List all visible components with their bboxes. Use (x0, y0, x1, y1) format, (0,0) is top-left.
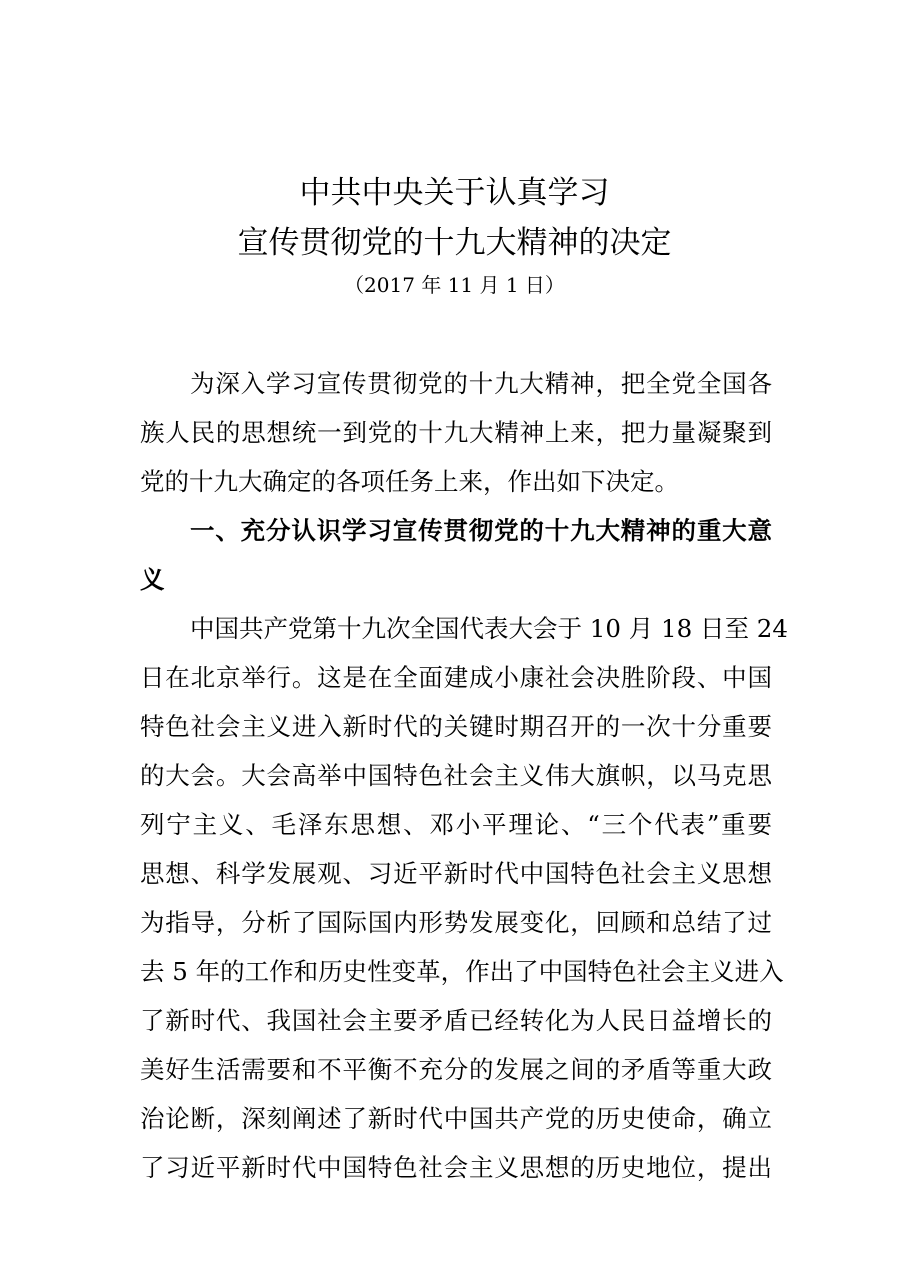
paragraph-2-line-4: 的大会。大会高举中国特色社会主义伟大旗帜，以马克思 (140, 761, 772, 790)
paragraph-1-line-2: 族人民的思想统一到党的十九大精神上来，把力量凝聚到 (140, 418, 772, 447)
paragraph-1-line-1: 为深入学习宣传贯彻党的十九大精神，把全党全国各 (190, 369, 772, 398)
paragraph-2-line-9: 了新时代、我国社会主要矛盾已经转化为人民日益增长的 (140, 1006, 772, 1035)
paragraph-2-line-12: 了习近平新时代中国特色社会主义思想的历史地位，提出 (140, 1153, 772, 1182)
paragraph-2-line-2: 日在北京举行。这是在全面建成小康社会决胜阶段、中国 (140, 663, 772, 692)
paragraph-2-line-8: 去 5 年的工作和历史性变革，作出了中国特色社会主义进入 (140, 957, 784, 986)
document-title-line-1: 中共中央关于认真学习 (299, 175, 610, 211)
paragraph-2-line-7: 为指导，分析了国际国内形势发展变化，回顾和总结了过 (140, 908, 772, 937)
paragraph-2-line-5: 列宁主义、毛泽东思想、邓小平理论、“三个代表”重要 (140, 810, 772, 839)
paragraph-2-line-3: 特色社会主义进入新时代的关键时期召开的一次十分重要 (140, 712, 772, 741)
document-title-line-2: 宣传贯彻党的十九大精神的决定 (237, 225, 672, 261)
paragraph-1-line-3: 党的十九大确定的各项任务上来，作出如下决定。 (140, 467, 679, 496)
section-heading-1-line-2: 义 (140, 565, 165, 594)
section-heading-1-line-1: 一、充分认识学习宣传贯彻党的十九大精神的重大意 (190, 516, 772, 545)
paragraph-2-line-6: 思想、科学发展观、习近平新时代中国特色社会主义思想 (140, 859, 772, 888)
paragraph-2-line-10: 美好生活需要和不平衡不充分的发展之间的矛盾等重大政 (140, 1055, 772, 1084)
paragraph-2-line-1: 中国共产党第十九次全国代表大会于 10 月 18 日至 24 (190, 614, 788, 643)
paragraph-2-line-11: 治论断，深刻阐述了新时代中国共产党的历史使命，确立 (140, 1104, 772, 1133)
document-date: （2017 年 11 月 1 日） (344, 273, 565, 297)
